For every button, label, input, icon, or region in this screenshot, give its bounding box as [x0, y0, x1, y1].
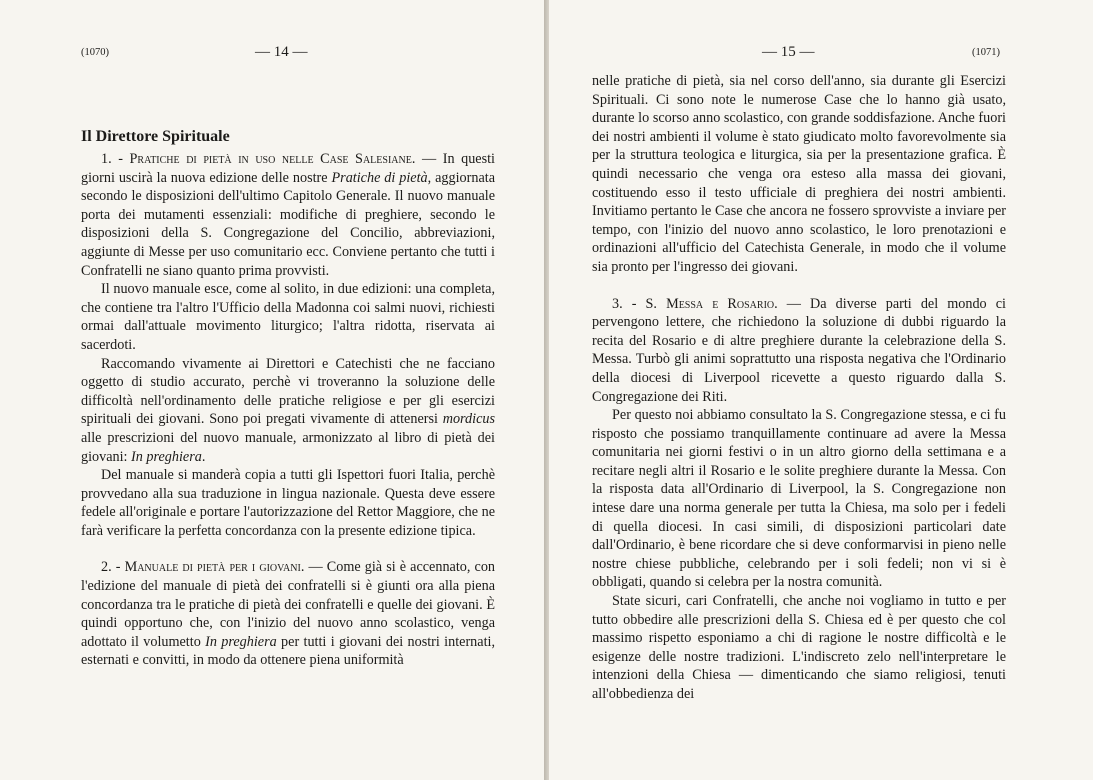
- right-page-body: [592, 72, 1006, 704]
- left-page-number-bracketed: (1070): [81, 47, 109, 58]
- right-page-number: — 15 —: [762, 44, 815, 60]
- text-run: — Come già si è accennato, con l'edizione del manuale di pietà dei confratelli si è giunti ora alla piena concordanza tra le pratiche di pietà dei confratelli e quelle dei giovani. È quindi opportuno che, con l'inizio del nuovo anno scolastico, venga adottato il volumetto: [81, 559, 496, 650]
- italic-title: In preghiera: [205, 633, 277, 650]
- item-number: 3. -: [612, 295, 646, 312]
- paragraph-5: [81, 558, 495, 670]
- text-run: — Da diverse parti del mondo ci pervengono lettere, che richiedono la soluzione di dubbi riguardo la recita del Rosario e di altre preghiere durante la celebrazione della S. Messa. Turbò gli animi soprattutto una risposta negativa che l'Ordinario della diocesi di Liverpool ricevette a questo riguardo dalla S. Congregazione dei Riti.: [592, 295, 1006, 405]
- paragraph-1: [81, 150, 495, 280]
- paragraph-continued: nelle pratiche di pietà, sia nel corso dell'anno, sia durante gli Esercizi Spirituali. Ci sono note le numerose Case che lo hanno già usato, durante lo scorso anno scolastico, con grande soddisfazione. Anche fuori dei nostri ambienti il volume è stato giudicato molto favorevolmente sia per la struttura teologica e liturgica, sia per la presentazione grafica. È quindi necessario che venga ora esteso alla massa dei giovani, costituendo esso il testo ufficiale di preghiera dei nostri ambienti. Invitiamo pertanto le Case che ancora ne fossero sprovviste a inviare per tempo, con l'inizio del nuovo anno scolastico, le loro prenotazioni e ordinazioni all'ufficio del Catechista Generale, in modo che il volume sia pronto per l'ingresso dei giovani.: [592, 73, 1006, 275]
- paragraph-3: [81, 355, 495, 467]
- italic-title: In preghiera: [131, 448, 202, 465]
- left-page-number: — 14 —: [255, 44, 308, 60]
- text-run: , aggiornata secondo le disposizioni dell'ultimo Capitolo Generale. Il nuovo manuale porta dei mutamenti essenziali: modifiche di preghiere, secondo le disposizioni della S. Congregazione del Concilio, abbreviazioni, aggiunte di Messe per uso comunitario ecc. Conviene pertanto che tutti i Confratelli ne siano quanto prima provvisti.: [81, 169, 495, 279]
- right-page-number-bracketed: (1071): [972, 47, 1000, 58]
- item-number: 1. -: [101, 151, 130, 167]
- text-run: per tutti i giovani dei nostri internati, esternati e convitti, in modo da ottenere piena uniformità: [81, 633, 495, 669]
- item-heading: Manuale di pietà per i giovani.: [124, 559, 305, 576]
- paragraph-3-heading: [592, 295, 1006, 407]
- left-page-body: [81, 150, 495, 670]
- paragraph-confratelli: State sicuri, cari Confratelli, che anche noi vogliamo in tutto e per tutto obbedire alle prescrizioni della S. Chiesa ed è per questo che col massimo rispetto esponiamo a chi di ragione le nostre difficoltà e le esigenze delle nostre tradizioni. L'indiscreto zelo nell'interpretare le intenzioni della Chiesa — dimenticando che siamo religiosi, tenuti all'obbedienza dei: [592, 593, 1006, 702]
- text-run: — In questi giorni uscirà la nuova edizione delle nostre: [81, 151, 495, 186]
- section-title: Il Direttore Spirituale: [81, 128, 230, 145]
- italic-word: mordicus: [442, 411, 495, 428]
- paragraph-consultation: Per questo noi abbiamo consultato la S. Congregazione stessa, e ci fu risposto che possiamo tranquillamente continuare ad avere la Messa comunitaria nei giorni festivi o in un altro giorno della settimana e a recitare negli altri il Rosario e le solite preghiere durante la Messa. Con la risposta data all'Ordinario di Liverpool, la S. Congregazione non intese dare una norma generale per tutta la Chiesa, ma solo per i fedeli di quella diocesi. In casi simili, di disposizioni particolari date dall'Ordinario, è bene ricordare che si deve conformarvisi in pieno nelle nostre chiese pubbliche, celebrando per i soli fedeli; non vi si è obbligati, quando si celebra per la nostra comunità.: [592, 407, 1006, 591]
- paragraph-2: Il nuovo manuale esce, come al solito, in due edizioni: una completa, che contiene tra l'altro l'Ufficio della Madonna coi salmi nuovi, richiesti ormai dall'attuale movimento liturgico; l'altra ridotta, riservata ai sacerdoti.: [81, 281, 495, 353]
- text-run: Raccomando vivamente ai Direttori e Catechisti che ne facciano oggetto di studio accurato, perchè vi troveranno la soluzione delle difficoltà nell'ordinamento delle pratiche religiose e per gli esercizi spirituali dei giovani. Sono poi pregati vivamente di attenersi: [81, 355, 495, 428]
- item-number: 2. -: [101, 559, 125, 576]
- italic-title: Pratiche di pietà: [331, 169, 428, 186]
- item-heading: Pratiche di pietà in uso nelle Case Salesiane.: [129, 151, 416, 167]
- text-run: alle prescrizioni del nuovo manuale, armonizzato al libro di pietà dei giovani:: [81, 429, 495, 465]
- text-run: .: [201, 448, 206, 465]
- paragraph-4: Del manuale si manderà copia a tutti gli Ispettori fuori Italia, perchè provvedano alla sua traduzione in lingua nazionale. Questa deve essere fedele all'originale e portare l'autorizzazione del Rettor Maggiore, che ne farà verificare la perfetta concordanza con la presente edizione tipica.: [81, 467, 495, 539]
- item-heading: S. Messa e Rosario.: [645, 295, 778, 312]
